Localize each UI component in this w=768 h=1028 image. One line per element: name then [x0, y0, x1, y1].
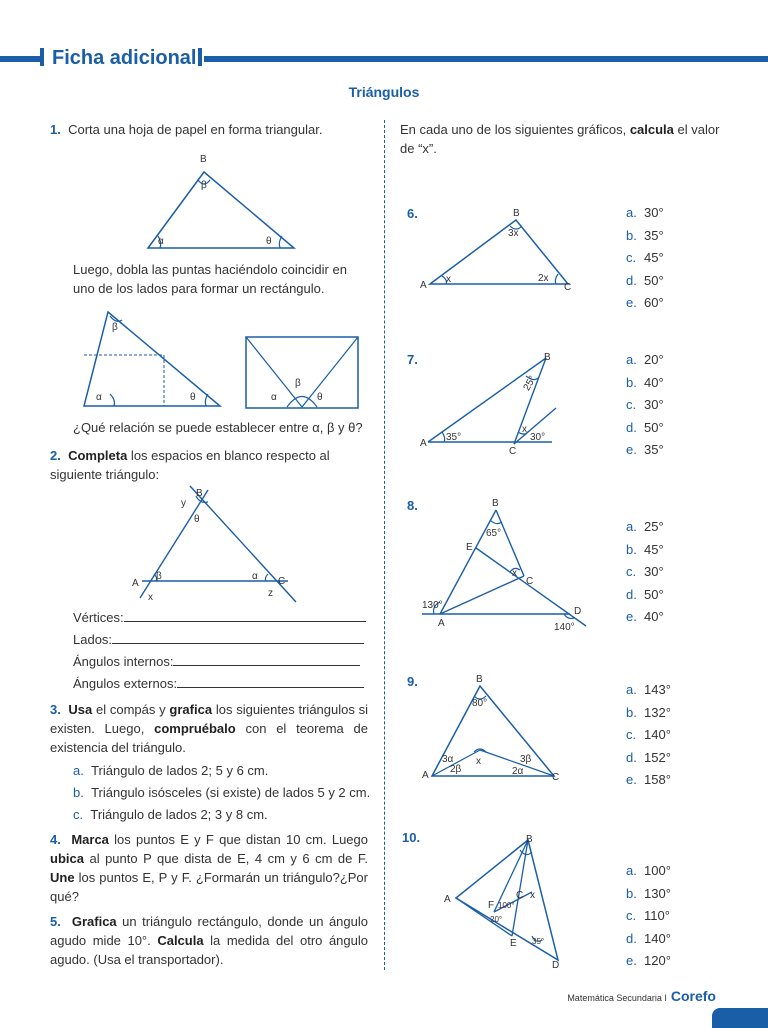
- q1-rectangle-figure: [245, 336, 360, 411]
- q2-line-sides: Lados:: [73, 630, 364, 649]
- p9-label-2b: 2β: [450, 764, 462, 775]
- p6-label-x: x: [446, 274, 451, 285]
- p7-option-b[interactable]: b. 40°: [626, 374, 664, 390]
- column-divider: [384, 120, 385, 970]
- question-5: 5. Grafica un triángulo rectángulo, donde un ángulo agudo mide 10°. Calcula la medida del otro ángulo agudo. (Usa el transportador).: [50, 914, 368, 967]
- q1-folded-triangle-figure: [80, 310, 225, 410]
- p6-option-e[interactable]: e. 60°: [626, 295, 664, 310]
- footer-text: Matemática Secundaria I: [567, 993, 667, 1003]
- q2-label-y: y: [181, 498, 186, 509]
- p7-option-c[interactable]: c. 30°: [626, 397, 664, 412]
- p10-label-F: F: [488, 900, 495, 911]
- question-1: 1. Corta una hoja de papel en forma triangular.: [50, 122, 323, 137]
- p9-option-c[interactable]: c. 140°: [626, 727, 671, 742]
- q3-item-b: b. Triángulo isósceles (si existe) de lados 5 y 2 cm.: [73, 785, 371, 800]
- p8-option-d[interactable]: d. 50°: [626, 586, 664, 602]
- p10-label-35: 35°: [532, 937, 545, 946]
- p6-option-d[interactable]: d. 50°: [626, 272, 664, 288]
- p6-option-a[interactable]: a. 30°: [626, 205, 664, 220]
- p6-label-A: A: [420, 280, 427, 291]
- q2-label-C: C: [278, 576, 286, 587]
- p10-label-A: A: [444, 894, 451, 905]
- p10-label-20: 20°: [490, 915, 503, 924]
- q1-label-B: B: [200, 154, 207, 165]
- p6-label-2x: 2x: [538, 273, 549, 284]
- p6-label-C: C: [564, 282, 572, 293]
- q2-line-vertices: Vértices:: [73, 608, 366, 627]
- p10-label-D: D: [552, 960, 560, 971]
- q1-instruction: Luego, dobla las puntas haciéndolo coincidir en uno de los lados para formar un rectángulo.: [73, 262, 347, 296]
- p7-option-e[interactable]: e. 35°: [626, 442, 664, 457]
- q2-label-alpha: α: [252, 571, 258, 582]
- page-title: Triángulos: [348, 84, 420, 100]
- p7-label-B: B: [544, 352, 551, 363]
- q2-label-x: x: [148, 592, 153, 603]
- problem-8-options: [626, 516, 664, 629]
- q1-label-theta: θ: [266, 236, 272, 247]
- p6-option-b[interactable]: b. 35°: [626, 227, 664, 243]
- q1-triangle-figure: [140, 150, 300, 250]
- p9-option-e[interactable]: e. 158°: [626, 772, 671, 787]
- problem-6-number: 6.: [407, 206, 418, 221]
- problem-9-options: [626, 679, 671, 792]
- problem-8-figure: [420, 496, 590, 632]
- p7-label-x: x: [522, 424, 527, 435]
- p10-label-C: C: [516, 890, 524, 901]
- p7-label-25: 25°: [521, 374, 539, 393]
- p10-label-E: E: [510, 938, 517, 949]
- p10-option-d[interactable]: d. 140°: [626, 930, 671, 946]
- corner-tab: [712, 1008, 768, 1028]
- q1-fold-beta: β: [112, 322, 118, 333]
- p9-label-B: B: [476, 674, 483, 685]
- problem-7-number: 7.: [407, 352, 418, 367]
- problem-10-options: [626, 860, 671, 973]
- p8-label-E: E: [466, 542, 473, 553]
- problem-10-figure: [440, 832, 580, 972]
- problem-9-figure: [420, 672, 570, 782]
- problem-7-figure: [420, 348, 560, 458]
- p9-label-x: x: [476, 756, 481, 767]
- p10-label-100: 100°: [498, 901, 515, 910]
- q2-line-external-angles: Ángulos externos:: [73, 674, 364, 693]
- p8-label-B: B: [492, 498, 499, 509]
- q2-label-z: z: [268, 588, 273, 599]
- header-tick-right: [198, 48, 202, 66]
- p9-label-C: C: [552, 772, 560, 783]
- q1-rect-alpha: α: [271, 392, 277, 403]
- q1-label-alpha: α: [158, 236, 164, 247]
- q1-fold-theta: θ: [190, 392, 196, 403]
- p10-label-B: B: [526, 834, 533, 845]
- problem-8-number: 8.: [407, 498, 418, 513]
- p7-label-C: C: [509, 446, 517, 457]
- p8-label-65: 65°: [486, 528, 502, 539]
- p10-option-c[interactable]: c. 110°: [626, 908, 670, 923]
- p8-label-140: 140°: [554, 622, 575, 633]
- p6-option-c[interactable]: c. 45°: [626, 250, 664, 265]
- p10-option-e[interactable]: e. 120°: [626, 953, 671, 968]
- p8-label-130: 130°: [422, 600, 443, 611]
- p9-option-d[interactable]: d. 152°: [626, 749, 671, 765]
- q1-rect-theta: θ: [317, 392, 323, 403]
- header-title: Ficha adicional: [44, 44, 204, 72]
- p10-option-a[interactable]: a. 100°: [626, 863, 671, 878]
- p9-label-3b: 3β: [520, 754, 532, 765]
- p8-label-x: x: [512, 568, 517, 579]
- q3-item-a: a. Triángulo de lados 2; 5 y 6 cm.: [73, 763, 269, 778]
- p7-label-A: A: [420, 438, 427, 449]
- problem-9-number: 9.: [407, 674, 418, 689]
- q2-label-beta: β: [156, 571, 162, 582]
- p8-label-A: A: [438, 618, 445, 629]
- p9-label-A: A: [422, 770, 429, 781]
- p8-option-b[interactable]: b. 45°: [626, 541, 664, 557]
- footer-brand: Corefo: [670, 988, 716, 1004]
- q3-item-c: c. Triángulo de lados 2; 3 y 8 cm.: [73, 807, 268, 822]
- problem-6-figure: [420, 202, 580, 292]
- right-intro: En cada uno de los siguientes gráficos, calcula el valor de “x”.: [400, 122, 720, 156]
- q2-line-internal-angles: Ángulos internos:: [73, 652, 360, 671]
- p9-option-b[interactable]: b. 132°: [626, 704, 671, 720]
- question-4: 4. Marca los puntos E y F que distan 10 cm. Luego ubica al punto P que dista de E, 4 cm y 6 cm de F. Une los puntos E, P y F. ¿Formarán un triángulo?¿Por qué?: [50, 832, 368, 904]
- q1-rect-beta: β: [295, 378, 301, 389]
- question-2: 2. Completa los espacios en blanco respecto al siguiente triángulo:: [50, 448, 330, 482]
- p7-option-d[interactable]: d. 50°: [626, 419, 664, 435]
- p8-option-c[interactable]: c. 30°: [626, 564, 664, 579]
- p7-label-30: 30°: [530, 432, 546, 443]
- q1-label-beta: β: [201, 180, 207, 191]
- p8-label-C: C: [526, 576, 534, 587]
- q2-label-theta: θ: [194, 514, 200, 525]
- p10-label-x: x: [530, 890, 535, 901]
- p10-option-b[interactable]: b. 130°: [626, 885, 671, 901]
- p7-label-35: 35°: [446, 432, 462, 443]
- footer: [567, 988, 716, 1004]
- problem-7-options: [626, 349, 664, 462]
- p9-label-80: 80°: [472, 698, 488, 709]
- q1-fold-alpha: α: [96, 392, 102, 403]
- q2-label-B: B: [196, 488, 203, 499]
- q2-triangle-figure: [128, 486, 303, 606]
- p9-option-a[interactable]: a. 143°: [626, 682, 671, 697]
- question-3: 3. Usa el compás y grafica los siguientes triángulos si existen. Luego, compruébalo con el teorema de existencia del triángulo.: [50, 702, 369, 755]
- p9-label-3a: 3α: [442, 754, 454, 765]
- problem-10-number: 10.: [402, 830, 421, 845]
- p9-label-2a: 2α: [512, 766, 524, 777]
- q1-question: ¿Qué relación se puede establecer entre α, β y θ?: [73, 420, 363, 435]
- p6-label-3x: 3x: [508, 228, 519, 239]
- p7-option-a[interactable]: a. 20°: [626, 352, 664, 367]
- p8-option-e[interactable]: e. 40°: [626, 609, 664, 624]
- q2-label-A: A: [132, 578, 139, 589]
- p6-label-B: B: [513, 208, 520, 219]
- p8-label-D: D: [574, 606, 582, 617]
- p8-option-a[interactable]: a. 25°: [626, 519, 664, 534]
- problem-6-options: [626, 202, 664, 315]
